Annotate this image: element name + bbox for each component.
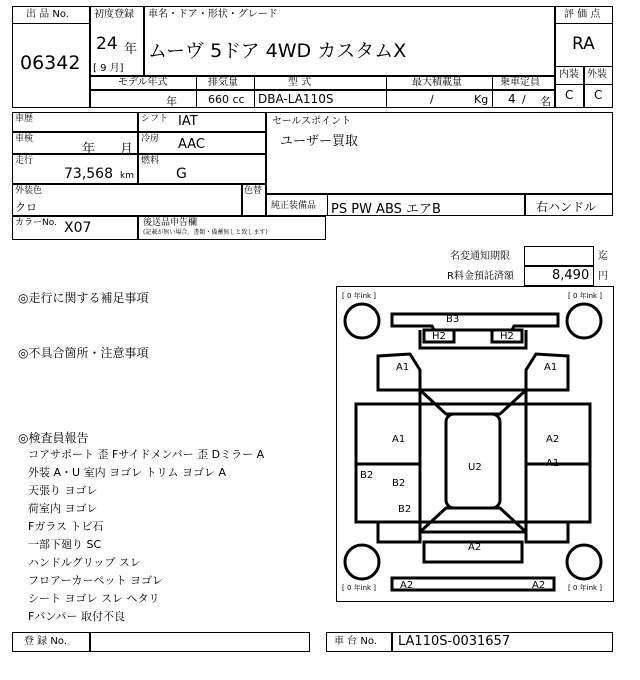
displacement-label: 排気量 — [208, 77, 238, 88]
damage-mark: B2 — [392, 478, 406, 489]
load-label: 最大積載量 — [412, 77, 462, 88]
chassis-value: LA110S-0031657 — [398, 634, 511, 649]
reg-month: [ 9 月] — [93, 63, 124, 74]
spec-divider-3 — [386, 76, 387, 108]
damage-mark: A2 — [400, 580, 414, 591]
damage-mark: B2 — [398, 504, 412, 515]
fuel-value: G — [176, 166, 187, 182]
car-name: ムーヴ 5ドア 4WD カスタムX — [148, 40, 407, 62]
first-reg-label: 初度登録 — [94, 9, 134, 20]
reg-year-unit: 年 — [124, 42, 138, 57]
shift-value: IAT — [178, 114, 198, 129]
wheel-rear-left — [345, 545, 379, 579]
driving-notes-title: ◎走行に関する補足事項 — [18, 291, 149, 305]
equipment-label: 純正装備品 — [271, 201, 317, 211]
inspector-line: コアサポート 歪 Fサイドメンバー 歪 Dミラー A — [28, 448, 265, 461]
type-label: 型 式 — [288, 77, 312, 88]
rear-bumper — [392, 578, 554, 590]
name-change-label: 名変通知期限 — [450, 251, 510, 262]
interior-label: 内装 — [559, 69, 579, 80]
damage-mark: A1 — [396, 362, 410, 373]
reg-no-label: 登 録 No. — [24, 636, 67, 647]
lot-label: 出 品 No. — [26, 9, 69, 20]
load-unit: Kg — [474, 93, 489, 106]
wheel-label-tr: [ 0 年ink ] — [568, 292, 603, 300]
spec-divider-1 — [196, 76, 197, 108]
damage-mark: H2 — [432, 331, 446, 342]
rear-window — [420, 508, 526, 532]
rear-quarter-left — [378, 522, 420, 542]
capacity-value: 4 — [508, 92, 516, 106]
damage-mark: B2 — [360, 470, 374, 481]
chassis-label: 車 台 No. — [334, 636, 377, 647]
exterior-color-box — [12, 184, 242, 216]
inspector-line: 天張り ヨゴレ — [28, 484, 98, 497]
exterior-value: C — [594, 88, 603, 102]
steering-value: 右ハンドル — [536, 200, 597, 214]
inspection-month: 月 — [120, 142, 134, 157]
mileage-value: 73,568 — [64, 166, 113, 182]
inspector-line: 外装 A・U 室内 ヨゴレ トリム ヨゴレ A — [28, 466, 227, 479]
delivery-note: (記載が無い場合、書類・備蓄無しと致します) — [143, 229, 268, 236]
inspector-line: 一部下廻り SC — [28, 538, 102, 551]
rating-value: RA — [572, 34, 595, 54]
exterior-color-label: 外装色 — [15, 186, 43, 196]
roof — [446, 414, 500, 508]
color-no-value: X07 — [64, 220, 92, 236]
inspector-line: シート ヨゴレ スレ ヘタリ — [28, 592, 160, 605]
color-change-label: 色替 — [244, 186, 263, 196]
mileage-unit: km — [120, 171, 134, 181]
inspector-line: ハンドルグリップ スレ — [28, 556, 141, 569]
equipment-divider — [327, 194, 328, 216]
lot-number: 06342 — [20, 52, 81, 74]
damage-mark: A2 — [468, 542, 482, 553]
delivery-label: 後送品申告欄 — [143, 218, 198, 228]
sales-point-label: セールスポイント — [272, 116, 352, 127]
wheel-label-bl: [ 0 年ink ] — [342, 584, 377, 592]
wheel-front-right — [567, 304, 601, 338]
capacity-slash: / — [522, 93, 526, 106]
color-no-label: カラーNo. — [15, 218, 57, 228]
defects-title: ◎不具合箇所・注意事項 — [18, 346, 149, 360]
damage-mark: B3 — [446, 314, 460, 325]
sales-point-value: ユーザー買取 — [280, 134, 359, 149]
carname-label: 車名・ドア・形状・グレード — [148, 9, 278, 20]
car-damage-diagram — [336, 286, 614, 602]
damage-mark: A1 — [392, 434, 406, 445]
fuel-label: 燃料 — [141, 156, 160, 166]
inspection-label: 車検 — [15, 134, 34, 144]
inspector-line: Fバンパー 取付不良 — [28, 610, 126, 623]
model-year-label: モデル年式 — [118, 77, 168, 88]
inspector-line: フロアーカーペット ヨゴレ — [28, 574, 163, 587]
inspector-line: Fガラス トビ石 — [28, 520, 104, 533]
recycle-value: 8,490 — [552, 268, 590, 283]
spec-divider-4 — [492, 76, 493, 108]
interior-value: C — [565, 88, 574, 102]
name-change-unit: 迄 — [598, 251, 608, 262]
inspection-year: 年 — [82, 142, 96, 157]
wheel-label-tl: [ 0 年ink ] — [342, 292, 377, 300]
body-center — [420, 390, 526, 532]
recycle-label: R料金預託済額 — [447, 271, 514, 282]
inspector-title: ◎検査員報告 — [18, 431, 89, 445]
model-type: DBA-LA110S — [258, 92, 334, 106]
ac-value: AAC — [178, 137, 205, 152]
windshield — [420, 390, 526, 414]
damage-mark: A2 — [546, 434, 560, 445]
reg-no-field — [90, 632, 310, 652]
damage-mark: A1 — [546, 458, 560, 469]
inspector-line: 荷室内 ヨゴレ — [28, 502, 98, 515]
front-bumper — [392, 314, 558, 330]
damage-mark: A2 — [532, 580, 546, 591]
wheel-label-br: [ 0 年ink ] — [568, 584, 603, 592]
history-label: 車歴 — [15, 114, 34, 124]
rear-quarter-right — [526, 522, 568, 542]
damage-mark: A1 — [544, 362, 558, 373]
damage-mark: H2 — [500, 331, 514, 342]
rating-label: 評 価 点 — [564, 9, 601, 20]
wheel-rear-right — [567, 545, 601, 579]
name-change-field — [524, 246, 594, 266]
ac-label: 冷房 — [141, 134, 160, 144]
load-slash: / — [430, 93, 434, 106]
spec-divider-2 — [254, 76, 255, 108]
exterior-color-value: クロ — [15, 201, 37, 214]
recycle-unit: 円 — [598, 271, 608, 282]
reg-year: 24 — [96, 34, 118, 54]
wheel-front-left — [345, 304, 379, 338]
damage-mark: U2 — [468, 462, 482, 473]
model-year-unit: 年 — [166, 95, 177, 108]
shift-label: シフト — [141, 114, 169, 124]
exterior-label: 外装 — [587, 69, 607, 80]
capacity-label: 乗車定員 — [500, 77, 540, 88]
equipment-value: PS PW ABS エアB — [331, 202, 441, 217]
mileage-label: 走行 — [15, 156, 34, 166]
capacity-unit: 名 — [540, 95, 551, 108]
displacement-value: 660 cc — [208, 93, 245, 106]
